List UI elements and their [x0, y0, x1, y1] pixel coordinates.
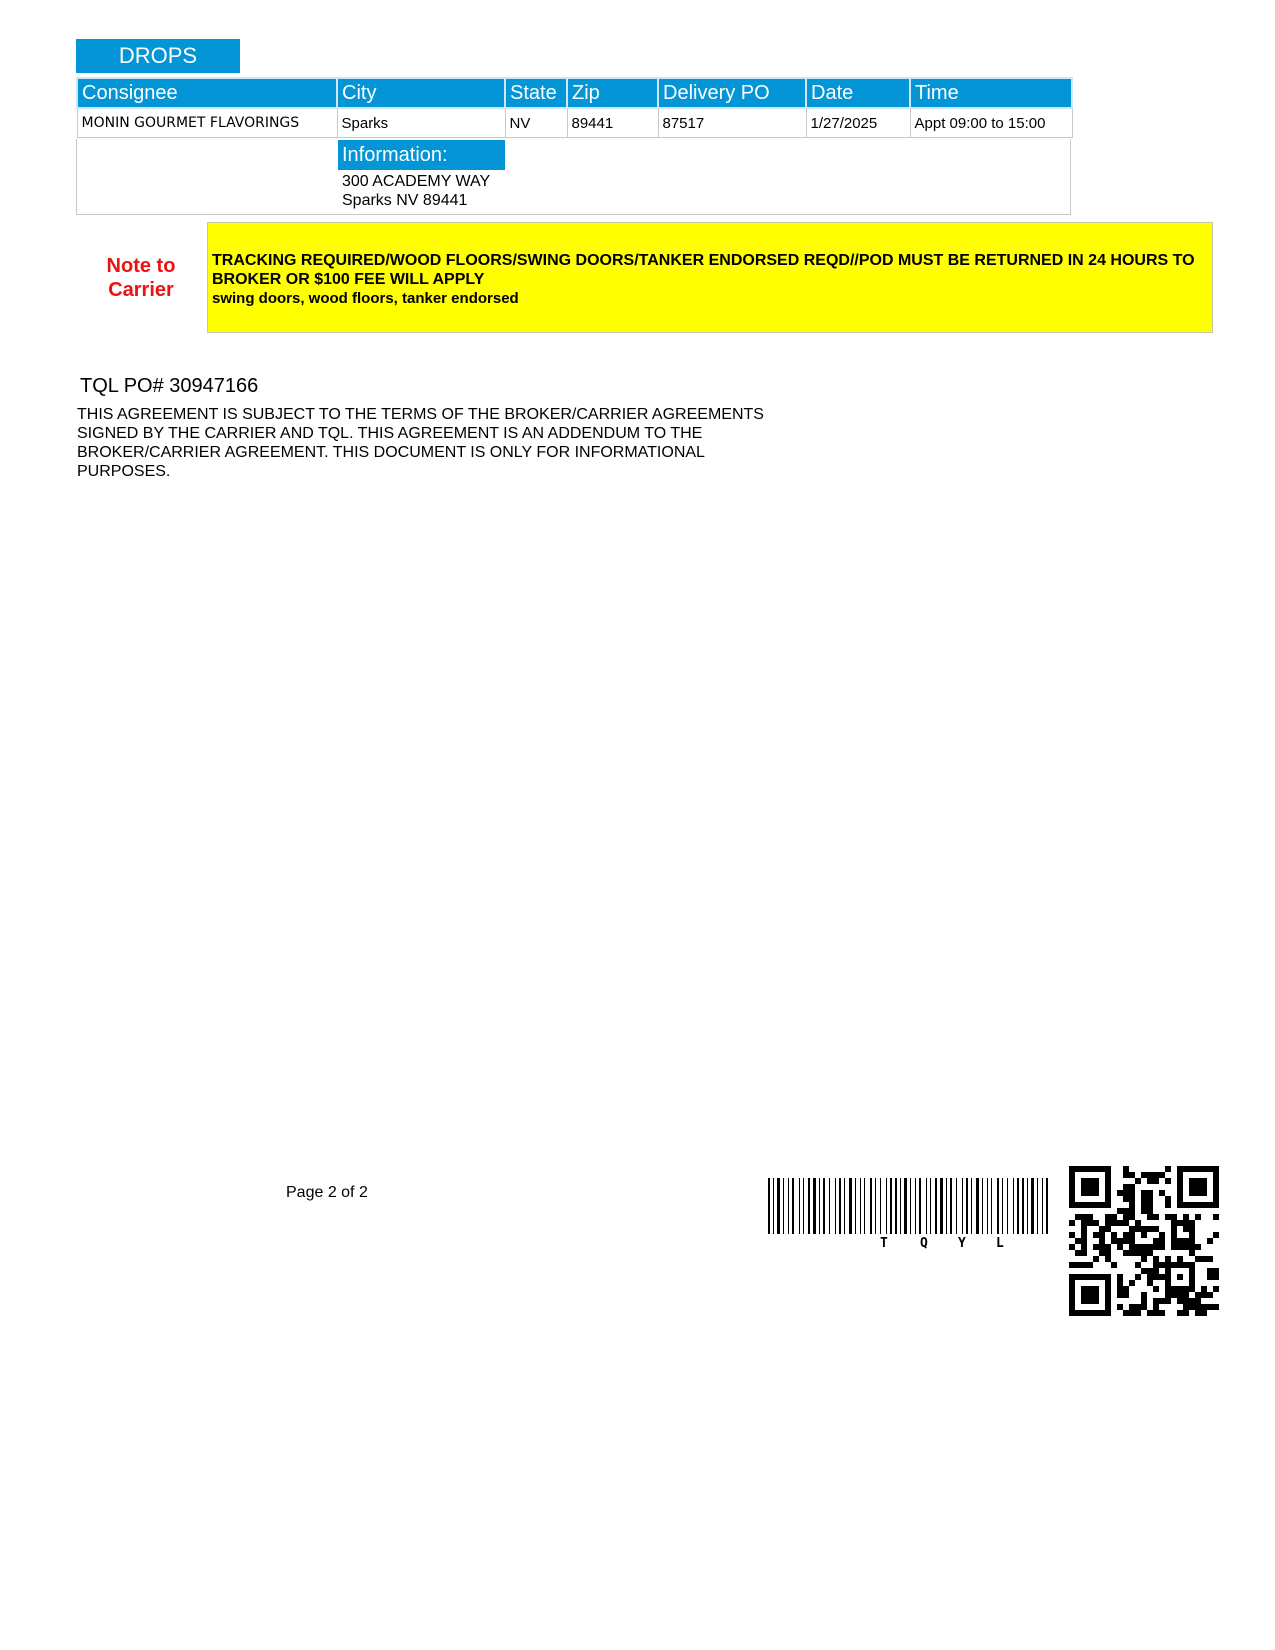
column-header-time: Time — [910, 78, 1072, 108]
cell-zip: 89441 — [567, 108, 658, 138]
address-line-1: 300 ACADEMY WAY — [342, 173, 491, 190]
column-header-zip: Zip — [567, 78, 658, 108]
column-header-date: Date — [806, 78, 910, 108]
cell-state: NV — [505, 108, 567, 138]
page-number: Page 2 of 2 — [286, 1184, 368, 1201]
note-main-text: TRACKING REQUIRED/WOOD FLOORS/SWING DOORS/TANKER ENDORSED REQD//POD MUST BE RETURNED IN 24 HOURS TO BROKER OR $100 FEE WILL APPLY — [212, 252, 1195, 288]
cell-time: Appt 09:00 to 15:00 — [910, 108, 1072, 138]
barcode-char: T — [880, 1236, 888, 1251]
cell-city: Sparks — [337, 108, 505, 138]
drops-header-row — [77, 78, 1072, 108]
note-label-line-1: Note to — [106, 255, 176, 277]
drops-title: DROPS — [76, 39, 240, 73]
barcode-char: Q — [920, 1236, 928, 1251]
table-row — [77, 108, 1072, 138]
column-header-city: City — [337, 78, 505, 108]
cell-delivery-po: 87517 — [658, 108, 806, 138]
information-box — [76, 139, 1071, 215]
note-box — [207, 222, 1213, 333]
cell-date: 1/27/2025 — [806, 108, 910, 138]
note-sub-text: swing doors, wood floors, tanker endorsed — [212, 290, 519, 307]
agreement-text: THIS AGREEMENT IS SUBJECT TO THE TERMS OF THE BROKER/CARRIER AGREEMENTS SIGNED BY THE CARRIER AND TQL. THIS AGREEMENT IS AN ADDENDUM TO THE BROKER/CARRIER AGREEMENT. THIS DOCUMENT IS ONLY FOR INFORMATIONAL PURPOSES. — [77, 406, 764, 480]
information-label: Information: — [338, 140, 505, 170]
drops-table — [76, 77, 1073, 138]
address-line-2: Sparks NV 89441 — [342, 192, 468, 209]
column-header-delivery-po: Delivery PO — [658, 78, 806, 108]
column-header-state: State — [505, 78, 567, 108]
barcode-char: Y — [958, 1236, 966, 1251]
note-to-carrier-label — [96, 254, 186, 302]
barcode-char: L — [996, 1236, 1004, 1251]
note-label-line-2: Carrier — [108, 279, 174, 301]
cell-consignee: MONIN GOURMET FLAVORINGS — [77, 108, 337, 138]
barcode-image — [768, 1178, 1050, 1234]
column-header-consignee: Consignee — [77, 78, 337, 108]
po-number: TQL PO# 30947166 — [80, 375, 259, 397]
qr-code-image — [1069, 1166, 1219, 1316]
